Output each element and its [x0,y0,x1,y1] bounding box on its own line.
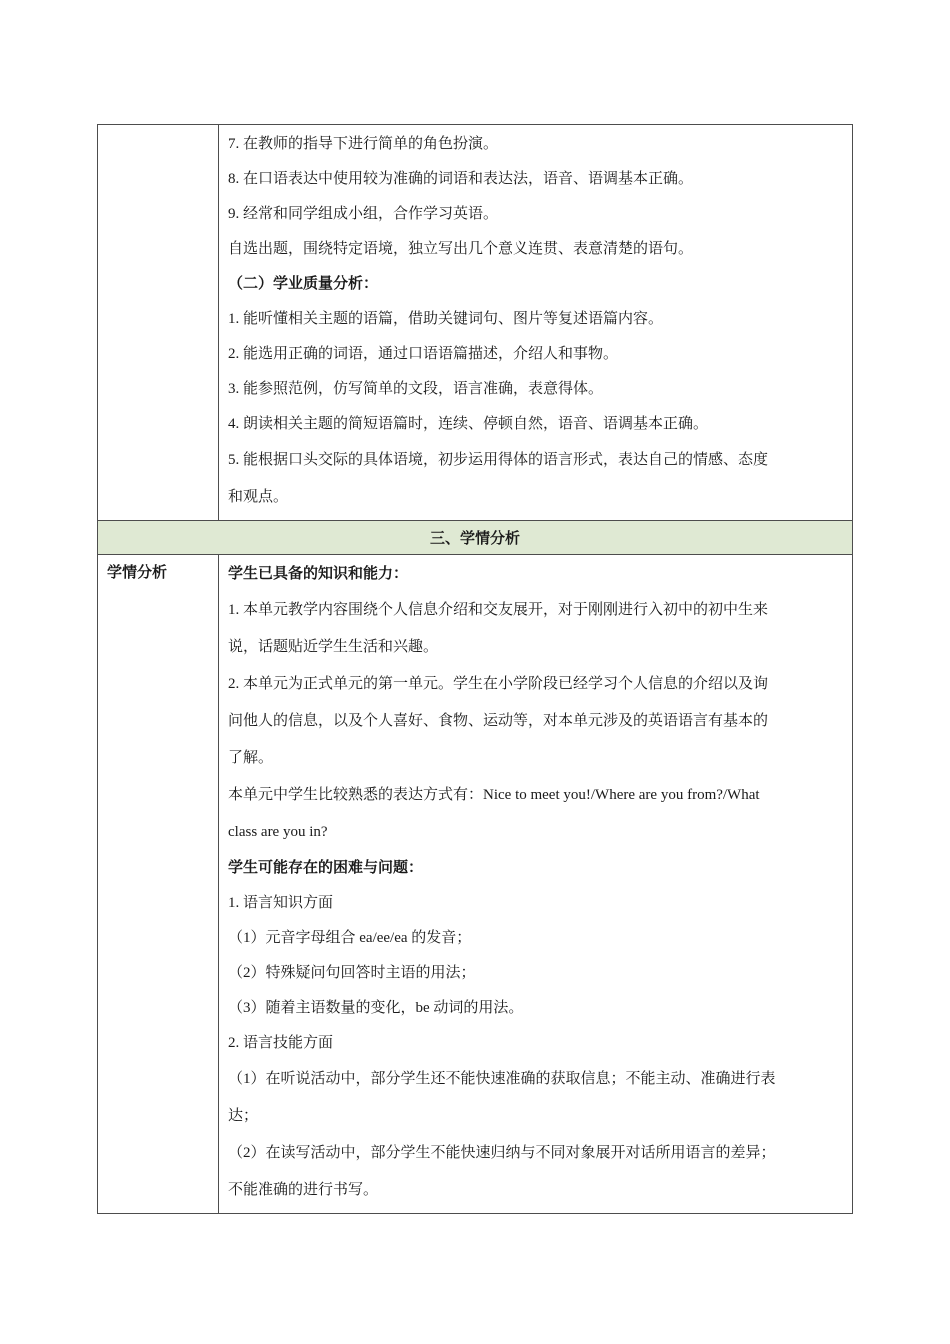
lang-knowledge-heading: 1. 语言知识方面 [228,895,334,911]
lk-item-2: （2）特殊疑问句回答时主语的用法； [228,965,476,981]
quality-item-1: 1. 能听懂相关主题的语篇，借助关键词句、图片等复述语篇内容。 [228,311,664,327]
known-p3-line1: 本单元中学生比较熟悉的表达方式有：Nice to meet you!/Where are you from?/What [228,787,760,803]
section-three-row [98,555,853,1214]
known-p3-line2: class are you in? [228,824,328,840]
known-heading: 学生已具备的知识和能力： [228,566,409,582]
student-analysis-label: 学情分析 [107,565,168,581]
empty-left-cell [98,125,219,521]
quality-item-5-line1: 5. 能根据口头交际的具体语境，初步运用得体的语言形式，表达自己的情感、态度 [228,452,769,468]
section-two-row [98,125,853,521]
lk-item-3: （3）随着主语数量的变化，be 动词的用法。 [228,1000,524,1016]
objective-9: 9. 经常和同学组成小组，合作学习英语。 [228,206,499,222]
left-label-cell [98,555,219,1214]
section-three-content [219,555,853,1214]
objective-7: 7. 在教师的指导下进行简单的角色扮演。 [228,136,499,152]
quality-heading: （二）学业质量分析： [228,276,379,292]
ls2-line1: （2）在读写活动中，部分学生不能快速归纳与不同对象展开对话所用语言的差异； [228,1145,776,1161]
quality-item-2: 2. 能选用正确的词语，通过口语语篇描述，介绍人和事物。 [228,346,619,362]
section-three-header: 三、学情分析 [98,521,853,555]
section-two-content [219,125,853,521]
lang-skills-heading: 2. 语言技能方面 [228,1035,334,1051]
section-three-header-row [98,521,853,555]
known-p1-line1: 1. 本单元教学内容围绕个人信息介绍和交友展开，对于刚刚进行入初中的初中生来 [228,602,769,618]
lesson-plan-table [97,124,853,1214]
known-p2-line1: 2. 本单元为正式单元的第一单元。学生在小学阶段已经学习个人信息的介绍以及询 [228,676,769,692]
lk-item-1: （1）元音字母组合 ea/ee/ea 的发音； [228,930,472,946]
objective-8: 8. 在口语表达中使用较为准确的词语和表达法，语音、语调基本正确。 [228,171,694,187]
known-p2-line3: 了解。 [228,750,274,766]
ls1-line2: 达； [228,1108,259,1124]
known-p1-line2: 说，话题贴近学生生活和兴趣。 [228,639,439,655]
quality-item-3: 3. 能参照范例，仿写简单的文段，语言准确，表意得体。 [228,381,604,397]
ls2-line2: 不能准确的进行书写。 [228,1182,379,1198]
writing-objective: 自选出题，围绕特定语境，独立写出几个意义连贯、表意清楚的语句。 [228,241,694,257]
known-p2-line2: 问他人的信息，以及个人喜好、食物、运动等，对本单元涉及的英语语言有基本的 [228,713,769,729]
problems-heading: 学生可能存在的困难与问题： [228,860,424,876]
ls1-line1: （1）在听说活动中，部分学生还不能快速准确的获取信息；不能主动、准确进行表 [228,1071,776,1087]
quality-item-5-line2: 和观点。 [228,489,289,505]
quality-item-4: 4. 朗读相关主题的简短语篇时，连续、停顿自然，语音、语调基本正确。 [228,416,709,432]
